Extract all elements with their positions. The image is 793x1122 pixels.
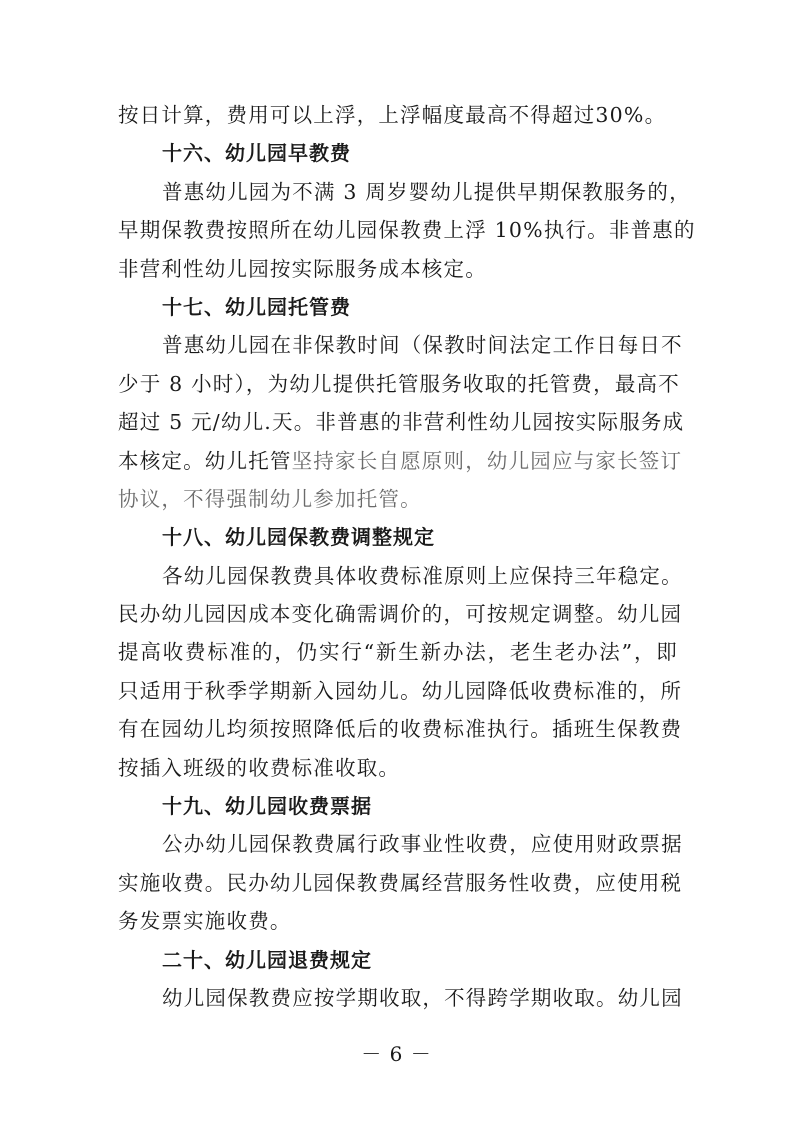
paragraph-line: 公办幼儿园保教费属行政事业性收费，应使用财政票据 [162, 832, 683, 857]
paragraph-line: 普惠幼儿园在非保教时间（保教时间法定工作日每日不 [162, 333, 683, 358]
paragraph-line: 提高收费标准的，仍实行“新生新办法，老生老办法”，即 [118, 640, 678, 665]
paragraph-line: 实施收费。民办幼儿园保教费属经营服务性收费，应使用税 [118, 870, 683, 895]
paragraph-line: 按日计算，费用可以上浮，上浮幅度最高不得超过30%。 [118, 103, 667, 127]
section-heading-19: 十九、幼儿园收费票据 [162, 794, 372, 819]
document-body [118, 96, 696, 1017]
paragraph-line: 按插入班级的收费标准收取。 [118, 755, 401, 780]
text-segment: 本核定。幼儿托管 [118, 448, 292, 473]
page-number: － 6 － [361, 1042, 432, 1066]
paragraph-line: 非营利性幼儿园按实际服务成本核定。 [118, 256, 487, 281]
paragraph-line: 有在园幼儿均须按照降低后的收费标准执行。插班生保教费 [118, 717, 683, 742]
paragraph-line: 民办幼儿园因成本变化确需调价的，可按规定调整。幼儿园 [118, 602, 683, 627]
paragraph-line: 早期保教费按照所在幼儿园保教费上浮 10%执行。非普惠的 [118, 218, 696, 243]
text-segment-faded: 坚持家长自愿原则，幼儿园应与家长签订 [291, 448, 683, 473]
paragraph-line [118, 442, 683, 480]
paragraph-line: 普惠幼儿园为不满 3 周岁婴幼儿提供早期保教服务的， [162, 179, 691, 204]
section-heading-18: 十八、幼儿园保教费调整规定 [162, 525, 435, 550]
paragraph-line: 少于 8 小时），为幼儿提供托管服务收取的托管费，最高不 [118, 371, 680, 396]
paragraph-line: 超过 5 元/幼儿.天。非普惠的非营利性幼儿园按实际服务成 [118, 410, 685, 435]
paragraph-line: 幼儿园保教费应按学期收取，不得跨学期收取。幼儿园 [162, 985, 683, 1010]
section-heading-16: 十六、幼儿园早教费 [162, 141, 351, 166]
section-heading-17: 十七、幼儿园托管费 [162, 294, 351, 319]
paragraph-line: 协议，不得强制幼儿参加托管。 [118, 486, 422, 511]
paragraph-line: 各幼儿园保教费具体收费标准原则上应保持三年稳定。 [162, 563, 683, 588]
paragraph-line: 务发票实施收费。 [118, 909, 292, 934]
paragraph-line: 只适用于秋季学期新入园幼儿。幼儿园降低收费标准的，所 [118, 678, 683, 703]
section-heading-20: 二十、幼儿园退费规定 [162, 947, 372, 972]
